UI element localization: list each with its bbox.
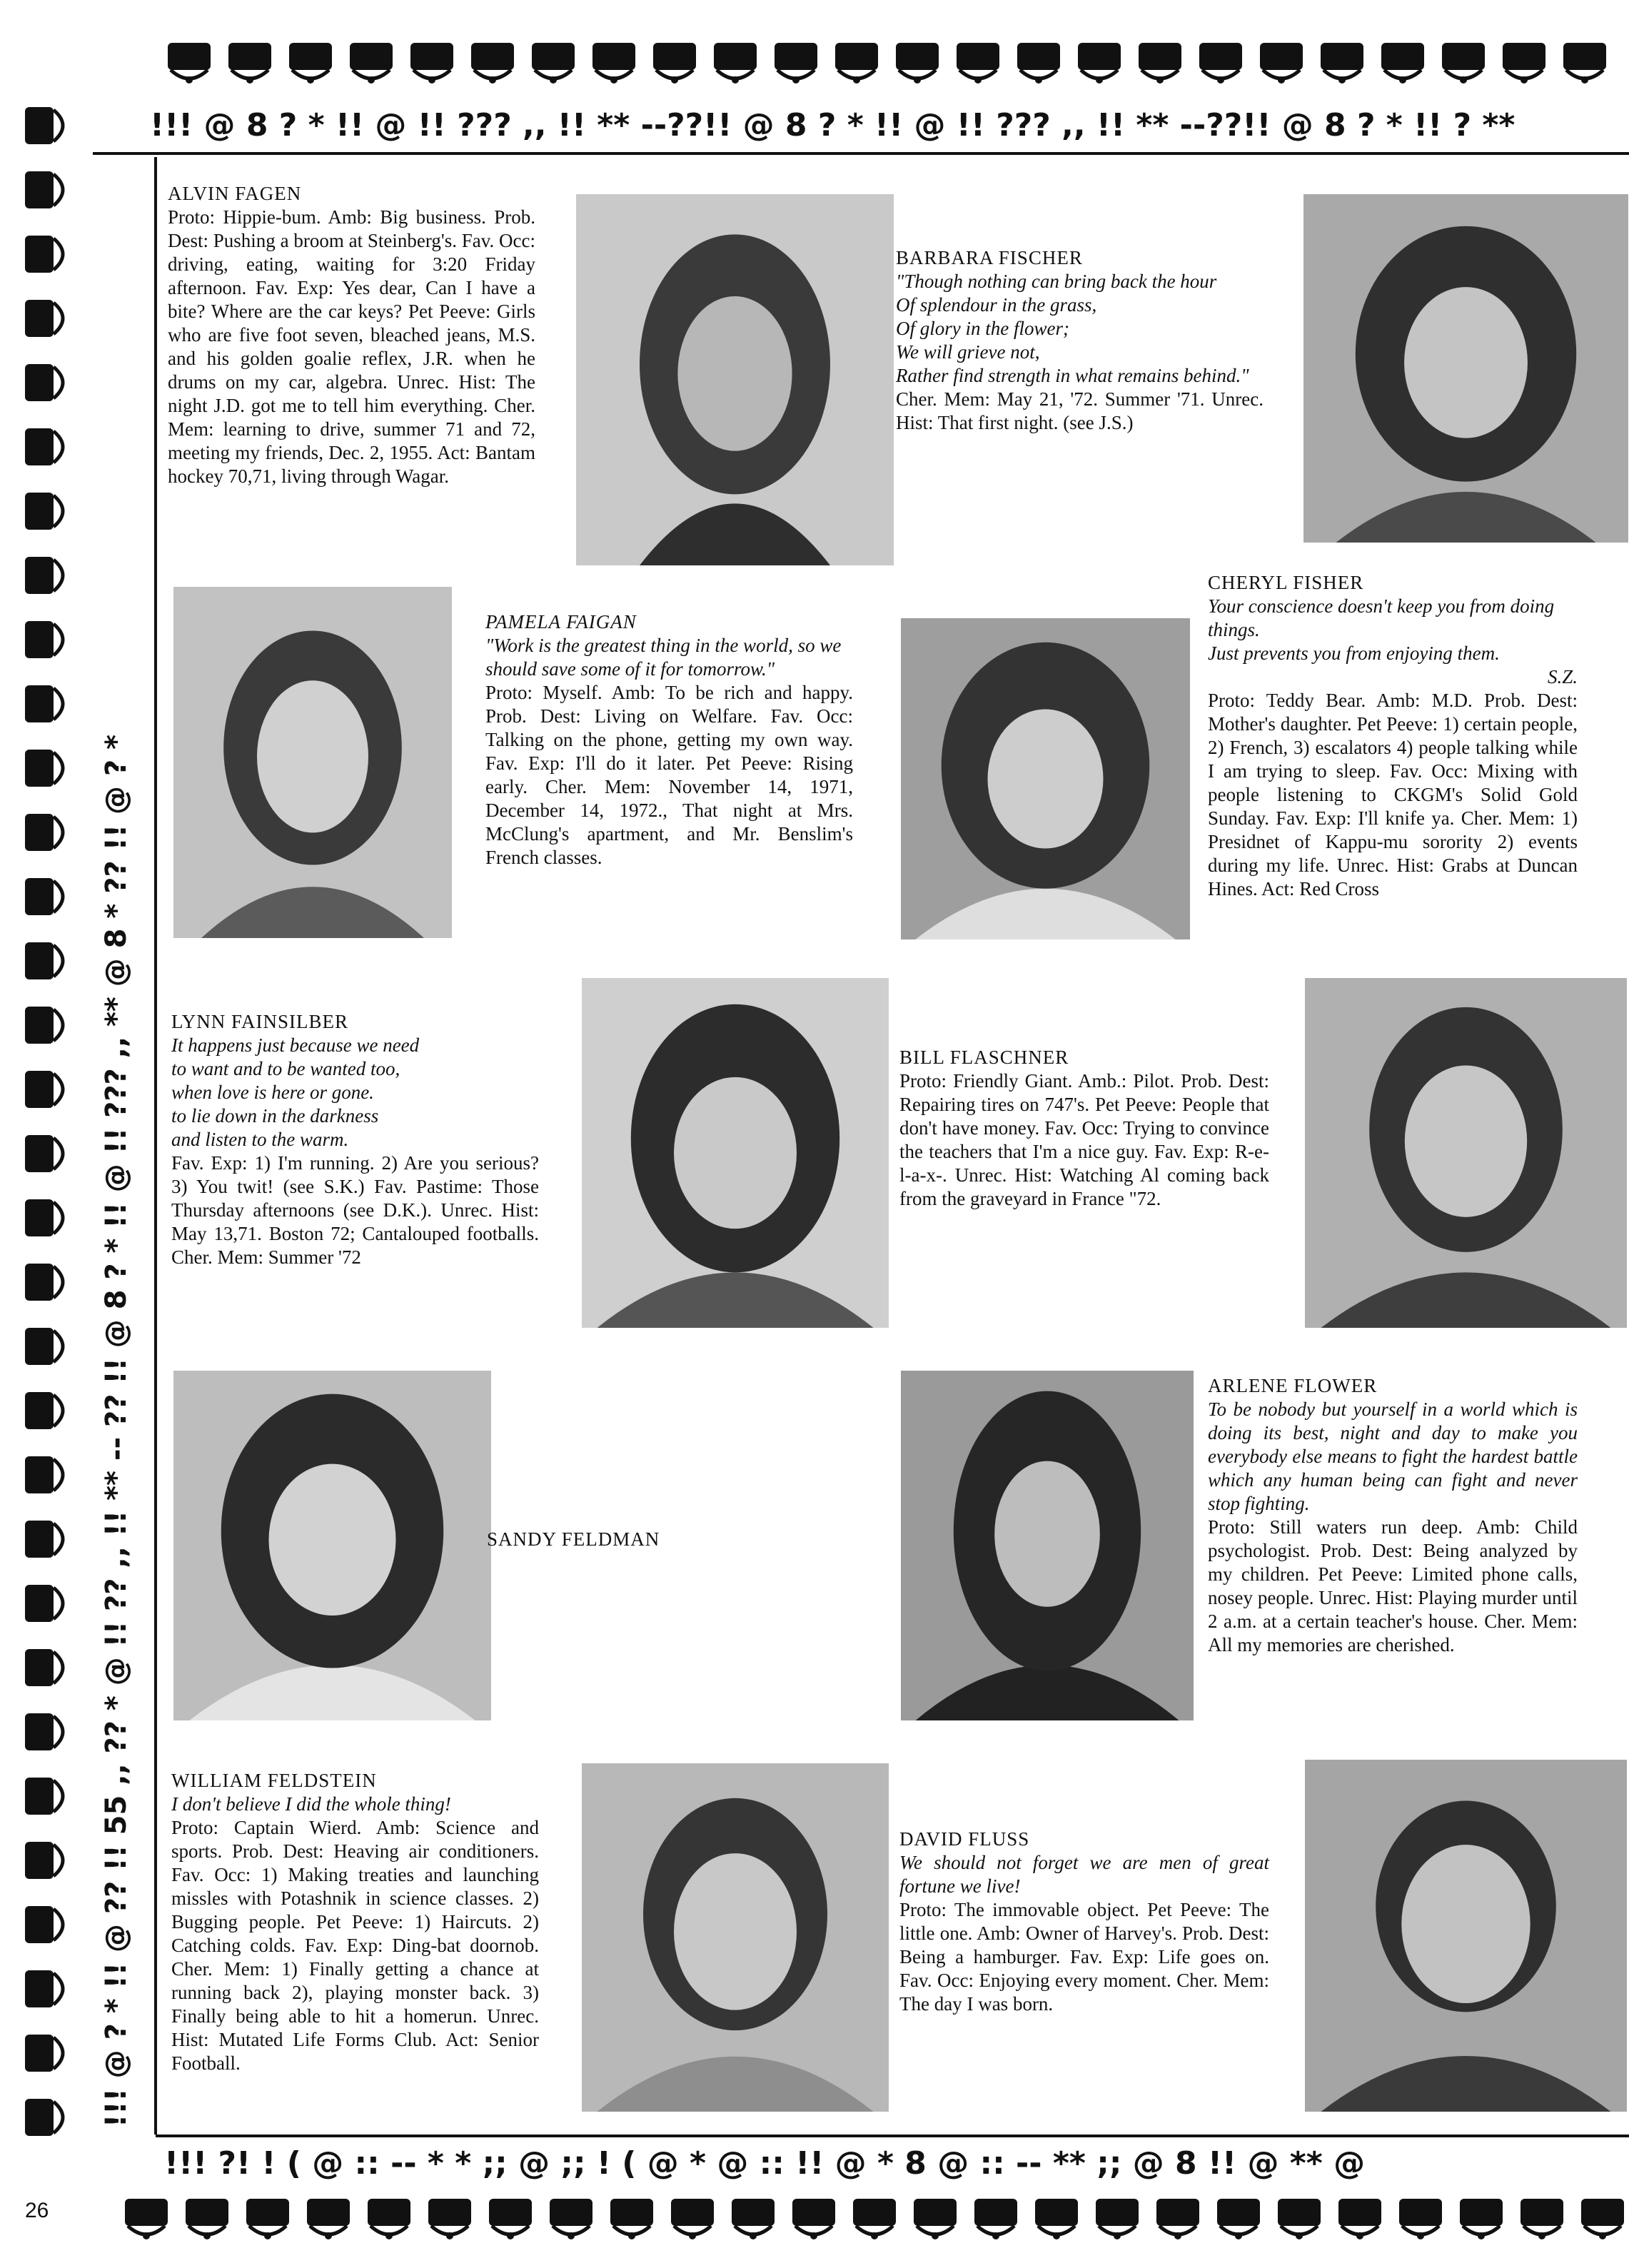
student-bio: Proto: Myself. Amb: To be rich and happy. Prob. Dest: Living on Welfare. Fav. Occ: Talking on the phone, getting my own way. Fav. Exp: I'll do it later. Pet Peeve: Rising early. Cher. Mem: November 14, 1971, December 14, 1972., That night at Mrs. McClung's apartment, and Mr. Benslim's French classes. <box>485 682 853 868</box>
student-quote: It happens just because we need to want and to be wanted too, when love is here or gone. to lie down in the darkness and listen to the warm. <box>171 1034 420 1150</box>
left-cap-column <box>25 107 63 2136</box>
portrait-arlene-flower <box>901 1371 1194 1720</box>
student-name: PAMELA FAIGAN <box>485 611 637 632</box>
student-quote: "Work is the greatest thing in the world, so we should save some of it for tomorrow." <box>485 635 842 680</box>
border-top-doodles: !!! @ 8 ? * !! @ !! ??? ,, !! ** --??!! @ 8 ? * !! @ !! ??? ,, !! ** --??!! @ 8 ? * !! ? ** <box>150 107 1515 143</box>
student-name: ARLENE FLOWER <box>1208 1375 1378 1396</box>
entry-william-feldstein <box>171 1769 539 2075</box>
student-quote: To be nobody but yourself in a world which is doing its best, night and day to make you everybody else means to fight the hardest battle which any human being can fight and never stop fighting. <box>1208 1398 1578 1514</box>
portrait-david-fluss <box>1305 1760 1627 2112</box>
student-bio: Cher. Mem: May 21, '72. Summer '71. Unrec. Hist: That first night. (see J.S.) <box>896 388 1264 433</box>
student-name: LYNN FAINSILBER <box>171 1011 349 1032</box>
border-bottom-doodles: !!! ?! ! ( @ :: -- * * ;; @ ;; ! ( @ * @ :: !! @ * 8 @ :: -- ** ;; @ 8 !! @ ** @ <box>164 2145 1366 2182</box>
entry-pamela-faigan <box>485 610 853 870</box>
portrait-bill-flaschner <box>1305 978 1627 1328</box>
entry-lynn-fainsilber <box>171 1010 539 1269</box>
quote-signature: S.Z. <box>1547 666 1578 687</box>
entry-bill-flaschner <box>899 1046 1269 1211</box>
student-quote: "Though nothing can bring back the hour Of splendour in the grass, Of glory in the flower; We will grieve not, Rather find strength in what remains behind." <box>896 271 1249 386</box>
entry-sandy-feldman <box>487 1528 854 1551</box>
portrait-barbara-fischer <box>1303 194 1628 543</box>
entry-alvin-fagen <box>168 182 535 488</box>
portrait-alvin-fagen <box>576 194 894 565</box>
bottom-cap-row <box>125 2199 1624 2239</box>
student-bio: Proto: Friendly Giant. Amb.: Pilot. Prob. Dest: Repairing tires on 747's. Pet Peeve: People that don't have money. Fav. Occ: Trying to convince the teachers that I'm a nice guy. Fav. Exp: R-e-l-a-x-. Unrec. Hist: Watching Al coming back from the graveyard in France "72. <box>899 1070 1269 1209</box>
page-number: 26 <box>25 2199 49 2222</box>
portrait-sandy-feldman <box>173 1371 491 1720</box>
student-name: ALVIN FAGEN <box>168 183 302 204</box>
portrait-lynn-fainsilber <box>582 978 889 1328</box>
student-name: BILL FLASCHNER <box>899 1047 1069 1068</box>
student-bio: Proto: Hippie-bum. Amb: Big business. Prob. Dest: Pushing a broom at Steinberg's. Fav. Occ: driving, eating, waiting for 3:20 Friday afternoon. Fav. Exp: Yes dear, Can I have a bite? Where are the car keys? Pet Peeve: Girls who are five foot seven, bleached jeans, M.S. and his golden goalie reflex, J.R. when he drums on my car, algebra. Unrec. Hist: The night J.D. got me to tell him everything. Cher. Mem: learning to drive, summer 71 and 72, meeting my friends, Dec. 2, 1955. Act: Bantam hockey 70,71, living through Wagar. <box>168 206 535 487</box>
portrait-cheryl-fisher <box>901 618 1190 939</box>
entry-cheryl-fisher <box>1208 571 1578 901</box>
portrait-william-feldstein <box>582 1763 889 2112</box>
border-left-doodles: !!! @ ? * !! @ ?? !! 55 ,, ?? * @ !! ?? ,, !! ** -- ?? !! @ 8 ? * !! @ !! ??? ,, ** @ 8 * ?? !! @ ? * <box>100 735 133 2127</box>
student-name: WILLIAM FELDSTEIN <box>171 1770 377 1791</box>
student-bio: Fav. Exp: 1) I'm running. 2) Are you serious? 3) You twit! (see S.K.) Fav. Pastime: Those Thursday afternoons (see D.K.). Unrec. Hist: May 13,71. Boston 72; Cantalouped footballs. Cher. Mem: Summer '72 <box>171 1152 539 1268</box>
entry-arlene-flower <box>1208 1374 1578 1657</box>
student-quote: Your conscience doesn't keep you from doing things. Just prevents you from enjoying them. <box>1208 595 1555 664</box>
top-cap-row <box>168 43 1606 84</box>
student-bio: Proto: The immovable object. Pet Peeve: The little one. Amb: Owner of Harvey's. Prob. Dest: Being a hamburger. Fav. Exp: Life goes on. Fav. Occ: Enjoying every moment. Cher. Mem: The day I was born. <box>899 1899 1269 2015</box>
student-name: BARBARA FISCHER <box>896 247 1083 268</box>
student-bio: Proto: Captain Wierd. Amb: Science and sports. Prob. Dest: Heaving air conditioners. Fav. Occ: 1) Making treaties and launching missles with Potashnik in science classes. 2) Bugging people. Pet Peeve: 1) Haircuts. 2) Catching colds. Fav. Exp: Ding-bat doornob. Cher. Mem: 1) Finally getting a chance at running back 2), playing monster back. 3) Finally being able to hit a homerun. Unrec. Hist: Mutated Life Forms Club. Act: Senior Football. <box>171 1817 539 2074</box>
portrait-pamela-faigan <box>173 587 452 938</box>
student-name: CHERYL FISHER <box>1208 572 1364 593</box>
entry-david-fluss <box>899 1828 1269 2016</box>
student-bio: Proto: Teddy Bear. Amb: M.D. Prob. Dest: Mother's daughter. Pet Peeve: 1) certain people, 2) French, 3) escalators 4) people talking while I am trying to sleep. Fav. Occ: Mixing with people listening to CKGM's Solid Gold Sunday. Fav. Exp: I'll knife ya. Cher. Mem: 1) Presidnet of Kappu-mu sorority 2) events during my life. Unrec. Hist: Grabs at Duncan Hines. Act: Red Cross <box>1208 690 1578 899</box>
student-bio: Proto: Still waters run deep. Amb: Child psychologist. Prob. Dest: Being analyzed by my children. Pet Peeve: Limited phone calls, nosey people. Unrec. Hist: Playing murder until 2 a.m. at a certain teacher's house. Cher. Mem: All my memories are cherished. <box>1208 1516 1578 1655</box>
student-quote: I don't believe I did the whole thing! <box>171 1793 451 1815</box>
entry-barbara-fischer <box>896 246 1264 435</box>
student-quote: We should not forget we are men of great fortune we live! <box>899 1852 1269 1897</box>
student-name: DAVID FLUSS <box>899 1828 1030 1850</box>
student-name: SANDY FELDMAN <box>487 1528 660 1550</box>
